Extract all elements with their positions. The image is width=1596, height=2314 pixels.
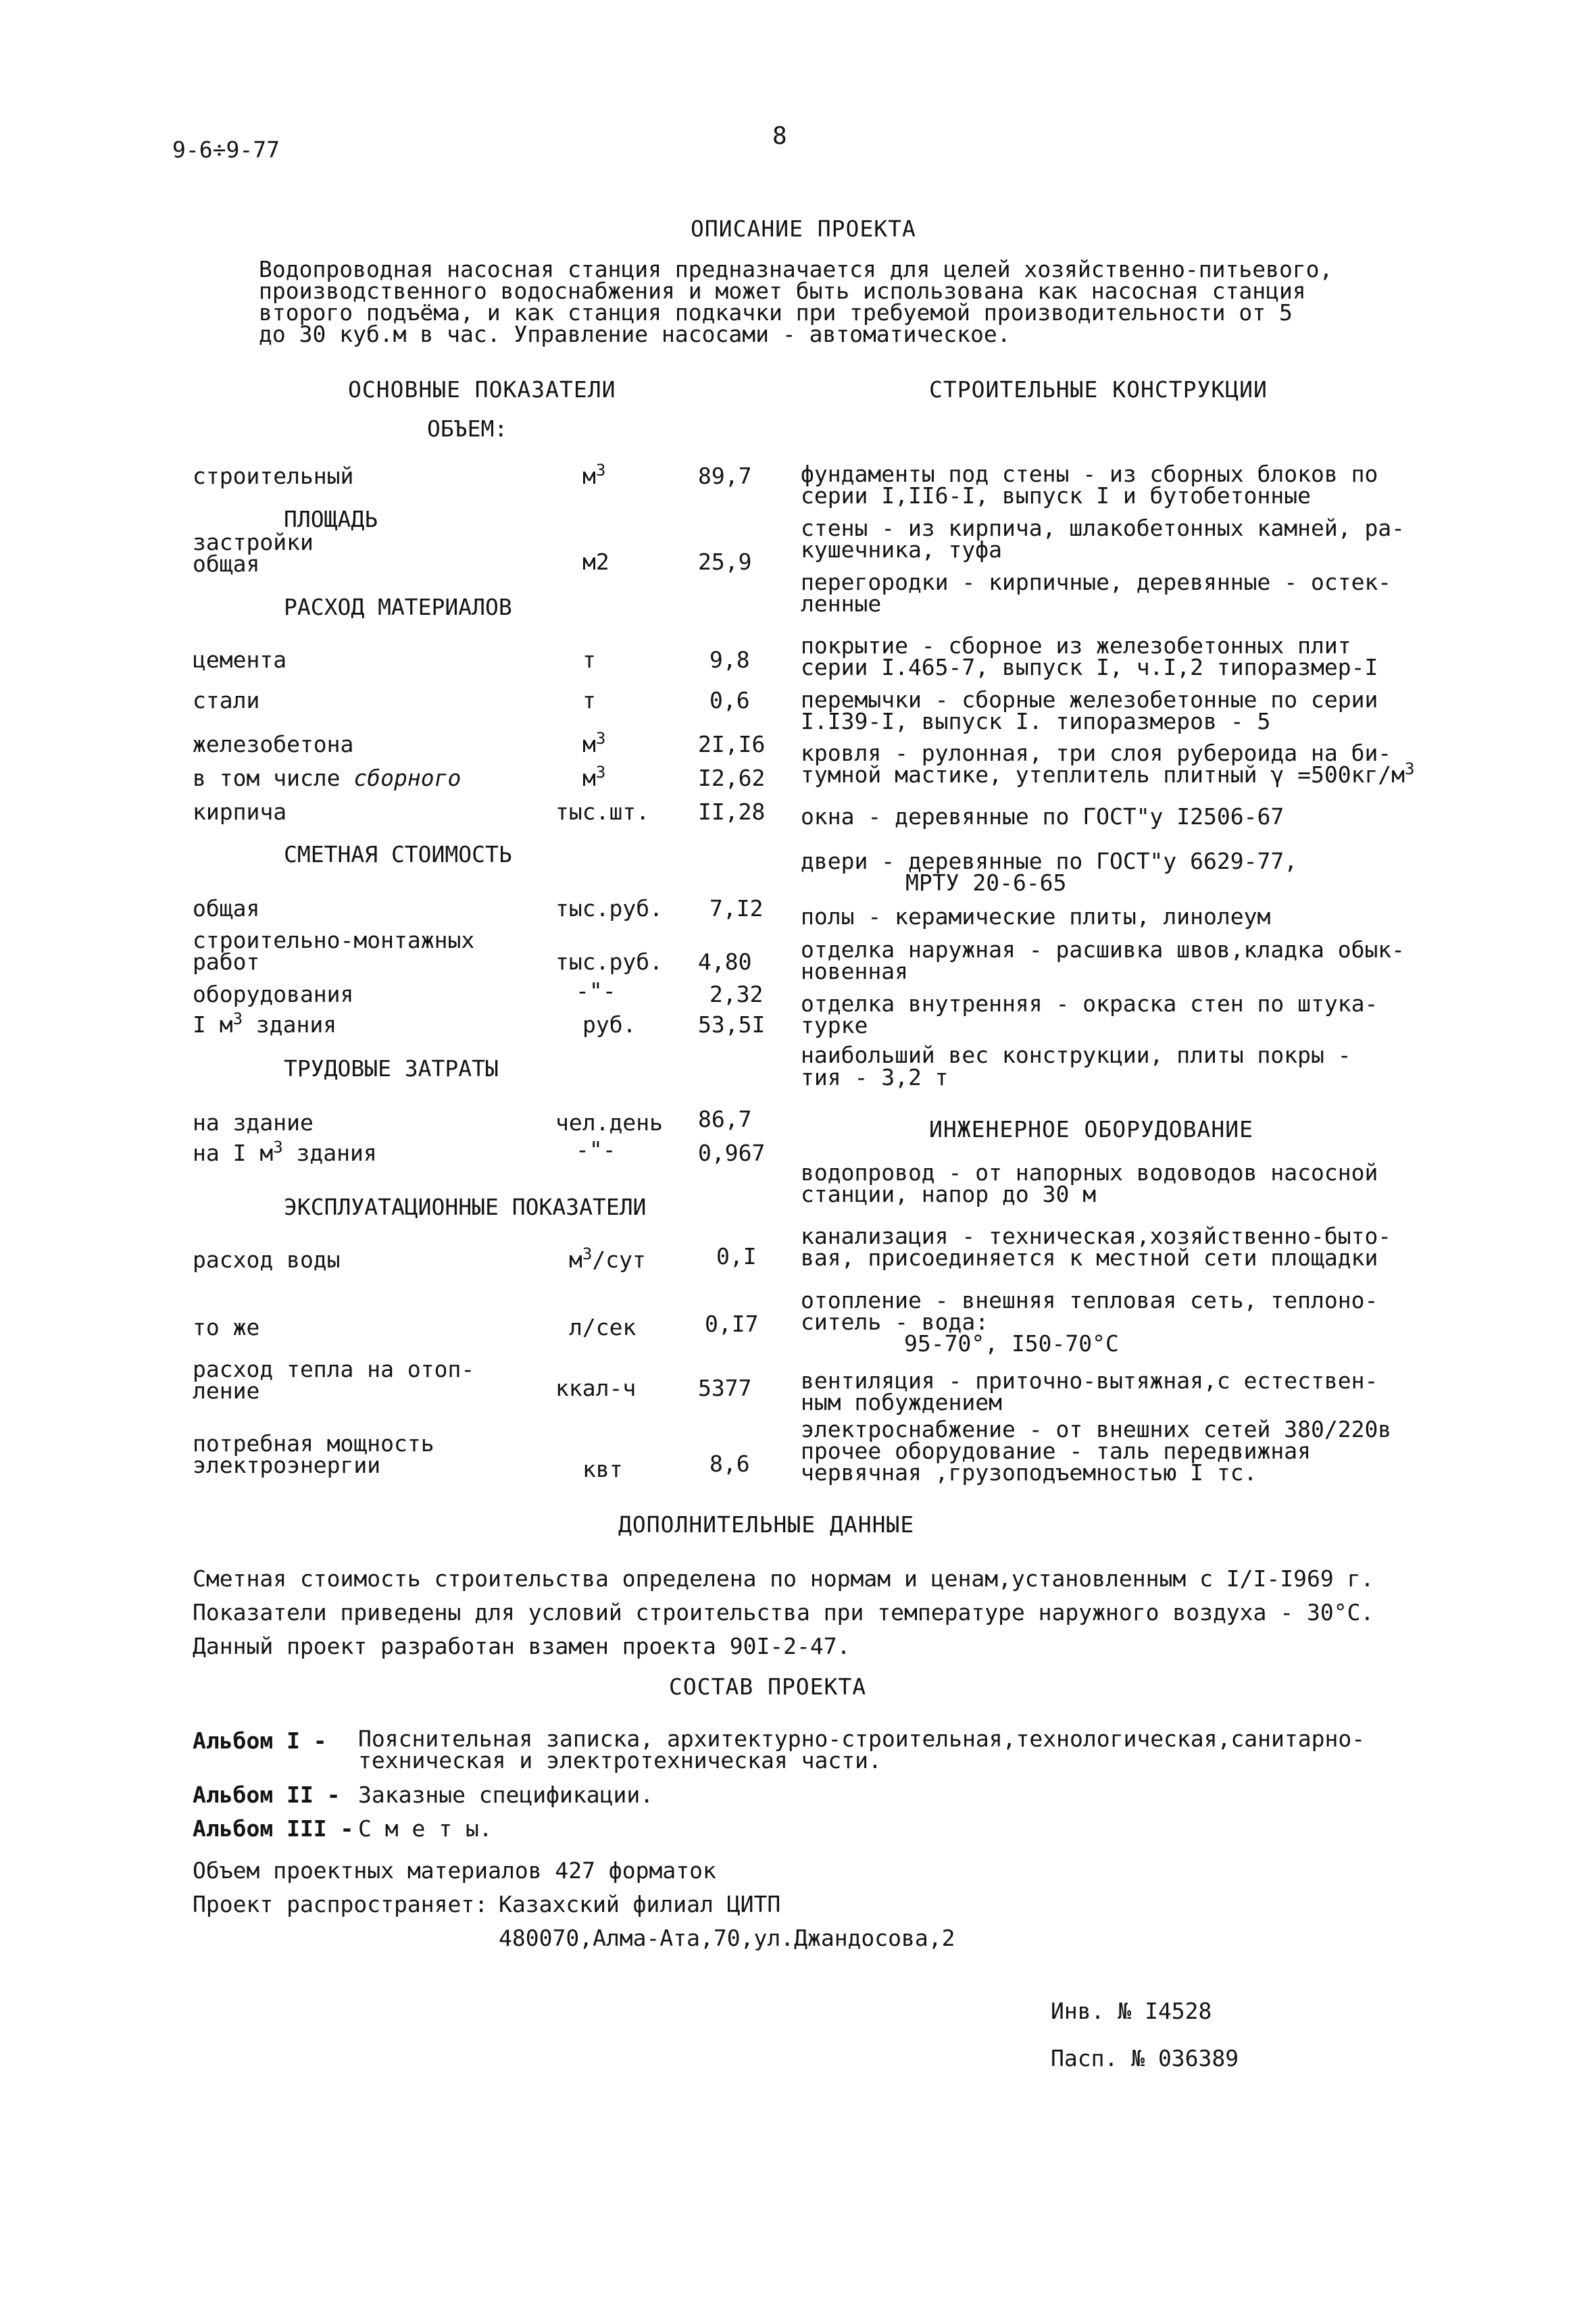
labor-heading: ТРУДОВЫЕ ЗАТРАТЫ bbox=[284, 1055, 499, 1082]
additional-line-2: Показатели приведены для условий строительства при температуре наружного воздуха - 30°С. bbox=[193, 1599, 1374, 1626]
max-weight-line-2: тия - 3,2 т bbox=[801, 1064, 949, 1090]
cost-per-m3-value: 53,5I bbox=[698, 1011, 766, 1038]
cost-per-m3-label: I $м^3$ здания bbox=[193, 1009, 337, 1038]
album-2-label: Альбом II - bbox=[193, 1782, 341, 1808]
max-weight-line-1: наибольший вес конструкции, плиты покры - bbox=[801, 1042, 1351, 1068]
labor-m3-value: 0,967 bbox=[698, 1140, 766, 1166]
additional-heading: ДОПОЛНИТЕЛЬНЫЕ ДАННЫЕ bbox=[618, 1511, 915, 1538]
cost-total-value: 7,I2 bbox=[709, 895, 764, 922]
additional-line-1: Сметная стоимость строительства определена по нормам и ценам,установленным с I/I-I969 г. bbox=[193, 1565, 1374, 1592]
volume-materials: Объем проектных материалов 427 форматок bbox=[193, 1857, 716, 1884]
cost-works-unit: тыс.руб. bbox=[555, 949, 663, 975]
album-3-label: Альбом III - bbox=[193, 1815, 354, 1842]
steel-label: стали bbox=[193, 687, 260, 713]
labor-building-value: 86,7 bbox=[698, 1106, 752, 1132]
heat-value: 5377 bbox=[698, 1375, 752, 1401]
intro-paragraph: Водопроводная насосная станция предназначается для целей хозяйственно-питьевого, производственного водоснабжения и может быть использована как насосная станция второго подъёма, и как станция подкачки при требуемой производительности от 5 до 30 куб.м в час. Управление насосами - автоматическое. bbox=[259, 256, 1333, 347]
distributor-name: Казахский филиал ЦИТП bbox=[499, 1891, 781, 1917]
cost-works-label-2: работ bbox=[193, 949, 260, 975]
cost-heading: СМЕТНАЯ СТОИМОСТЬ bbox=[284, 841, 512, 867]
water-ls-value: 0,I7 bbox=[705, 1311, 759, 1337]
cement-value: 9,8 bbox=[709, 647, 750, 673]
concrete-value: 2I,I6 bbox=[698, 731, 766, 757]
cement-label: цемента bbox=[193, 647, 287, 673]
cost-works-label-1: строительно-монтажных bbox=[193, 927, 475, 953]
power-label-2: электроэнергии bbox=[193, 1452, 381, 1478]
water-ls-label: то же bbox=[193, 1314, 260, 1340]
cost-equipment-value: 2,32 bbox=[709, 981, 764, 1007]
brick-label: кирпича bbox=[193, 799, 287, 825]
album-2-text: Заказные спецификации. bbox=[358, 1782, 654, 1808]
album-1-label: Альбом I - bbox=[193, 1728, 327, 1754]
page-title: ОПИСАНИЕ ПРОЕКТА bbox=[691, 216, 916, 242]
album-1-text: Пояснительная записка, архитектурно-строительная,технологическая,санитарно- техническая и электротехническая части. bbox=[358, 1726, 1366, 1774]
cost-total-unit: тыс.руб. bbox=[555, 895, 663, 922]
water-supply-text: водопровод - от напорных водоводов насосной станции, напор до 30 м bbox=[801, 1159, 1378, 1207]
cement-unit: т bbox=[582, 647, 596, 673]
windows-text: окна - деревянные по ГОСТ"у I2506-67 bbox=[801, 803, 1285, 830]
water-ls-unit: л/сек bbox=[569, 1314, 637, 1340]
heat-label-1: расход тепла на отоп- bbox=[193, 1356, 475, 1382]
steel-unit: т bbox=[582, 687, 596, 713]
building-volume-unit: $м^3$ bbox=[582, 461, 606, 489]
area-label-total: общая bbox=[193, 551, 260, 577]
roofing-cover-text: покрытие - сборное из железобетонных плит серии I.465-7, выпуск I, ч.I,2 типоразмер-I bbox=[801, 632, 1378, 680]
area-label-built: застройки bbox=[193, 529, 314, 555]
main-indicators-heading: ОСНОВНЫЕ ПОКАЗАТЕЛИ bbox=[348, 376, 616, 403]
exterior-finish-text: отделка наружная - расшивка швов,кладка обык- новенная bbox=[801, 936, 1405, 984]
concrete-label: железобетона bbox=[193, 731, 354, 757]
inventory-number: Инв. № I4528 bbox=[1051, 1998, 1212, 2024]
lintels-text: перемычки - сборные железобетонные по серии I.I39-I, выпуск I. типоразмеров - 5 bbox=[801, 686, 1378, 734]
power-label-1: потребная мощность bbox=[193, 1430, 434, 1457]
brick-value: II,28 bbox=[698, 799, 766, 825]
steel-value: 0,6 bbox=[709, 687, 750, 713]
cost-equipment-label: оборудования bbox=[193, 981, 354, 1007]
heat-unit: ккал-ч bbox=[555, 1375, 637, 1401]
roof-line-1: кровля - рулонная, три слоя рубероида на би- bbox=[801, 740, 1392, 766]
cost-per-m3-unit: руб. bbox=[582, 1011, 637, 1038]
walls-text: стены - из кирпича, шлакобетонных камней, ра- кушечника, туфа bbox=[801, 515, 1405, 563]
constructions-heading: СТРОИТЕЛЬНЫЕ КОНСТРУКЦИИ bbox=[929, 376, 1268, 403]
cost-works-value: 4,80 bbox=[698, 949, 752, 975]
area-value: 25,9 bbox=[698, 549, 752, 575]
brick-unit: тыс.шт. bbox=[555, 799, 650, 825]
area-heading: ПЛОЩАДЬ bbox=[284, 506, 378, 532]
precast-unit: $м^3$ bbox=[582, 763, 606, 791]
building-volume-label: строительный bbox=[193, 463, 354, 489]
distributor-label: Проект распространяет: bbox=[193, 1891, 489, 1917]
distributor-address: 480070,Алма-Ата,70,ул.Джандосова,2 bbox=[499, 1925, 955, 1951]
power-supply-text: электроснабжение - от внешних сетей 380/220в прочее оборудование - таль передвижная червячная ,грузоподъемностью I тс. bbox=[801, 1416, 1392, 1486]
volume-heading: ОБЪЕМ: bbox=[427, 416, 508, 442]
precast-value: I2,62 bbox=[698, 765, 766, 791]
labor-building-unit: чел.день bbox=[555, 1109, 663, 1136]
heating-line-3: 95-70°, I50-70°С bbox=[904, 1330, 1119, 1357]
area-unit: м2 bbox=[582, 549, 609, 575]
heating-line-2: ситель - вода: bbox=[801, 1309, 989, 1335]
water-consumption-unit: $м^3$/сут bbox=[569, 1244, 646, 1273]
water-consumption-value: 0,I bbox=[716, 1243, 757, 1269]
engineering-heading: ИНЖЕНЕРНОЕ ОБОРУДОВАНИЕ bbox=[929, 1116, 1253, 1142]
water-consumption-label: расход воды bbox=[193, 1247, 341, 1273]
heating-line-1: отопление - внешняя тепловая сеть, теплоно- bbox=[801, 1287, 1378, 1313]
labor-m3-label: на I $м^3$ здания bbox=[193, 1138, 377, 1166]
album-3-text: С м е т ы. bbox=[358, 1815, 493, 1842]
heat-label-2: ление bbox=[193, 1378, 260, 1404]
precast-label: в том числе сборного bbox=[193, 765, 462, 791]
labor-building-label: на здание bbox=[193, 1109, 314, 1136]
labor-m3-unit: -"- bbox=[576, 1136, 616, 1163]
cost-equipment-unit: -"- bbox=[576, 978, 616, 1004]
materials-heading: РАСХОД МАТЕРИАЛОВ bbox=[284, 594, 512, 620]
cost-total-label: общая bbox=[193, 895, 260, 922]
power-value: 8,6 bbox=[709, 1451, 750, 1477]
page-number: 8 bbox=[772, 122, 787, 150]
doors-line-1: двери - деревянные по ГОСТ"у 6629-77, bbox=[801, 848, 1298, 874]
building-volume-value: 89,7 bbox=[698, 463, 752, 489]
floors-text: полы - керамические плиты, линолеум bbox=[801, 903, 1271, 930]
partitions-text: перегородки - кирпичные, деревянные - остек- ленные bbox=[801, 569, 1392, 617]
roof-line-2: тумной мастике, утеплитель плитный $\gamma =500кг/м^3$ bbox=[801, 759, 1415, 788]
doors-line-2: МРТУ 20-6-65 bbox=[905, 870, 1067, 896]
additional-line-3: Данный проект разработан взамен проекта 90I-2-47. bbox=[193, 1633, 851, 1659]
sewage-text: канализация - техническая,хозяйственно-быто- вая, присоединяется к местной сети площадки bbox=[801, 1223, 1392, 1271]
foundations-text: фундаменты под стены - из сборных блоков по серии I,II6-I, выпуск I и бутобетонные bbox=[801, 461, 1378, 509]
interior-finish-text: отделка внутренняя - окраска стен по штука- турке bbox=[801, 990, 1378, 1038]
ventilation-text: вентиляция - приточно-вытяжная,с естествен- ным побуждением bbox=[801, 1367, 1378, 1415]
concrete-unit: $м^3$ bbox=[582, 729, 606, 757]
doc-code: 9-6÷9-77 bbox=[172, 136, 280, 163]
ops-heading: ЭКСПЛУАТАЦИОННЫЕ ПОКАЗАТЕЛИ bbox=[284, 1194, 647, 1220]
composition-heading: СОСТАВ ПРОЕКТА bbox=[669, 1674, 867, 1700]
passport-number: Пасп. № 036389 bbox=[1051, 2045, 1239, 2071]
power-unit: квт bbox=[582, 1456, 623, 1482]
